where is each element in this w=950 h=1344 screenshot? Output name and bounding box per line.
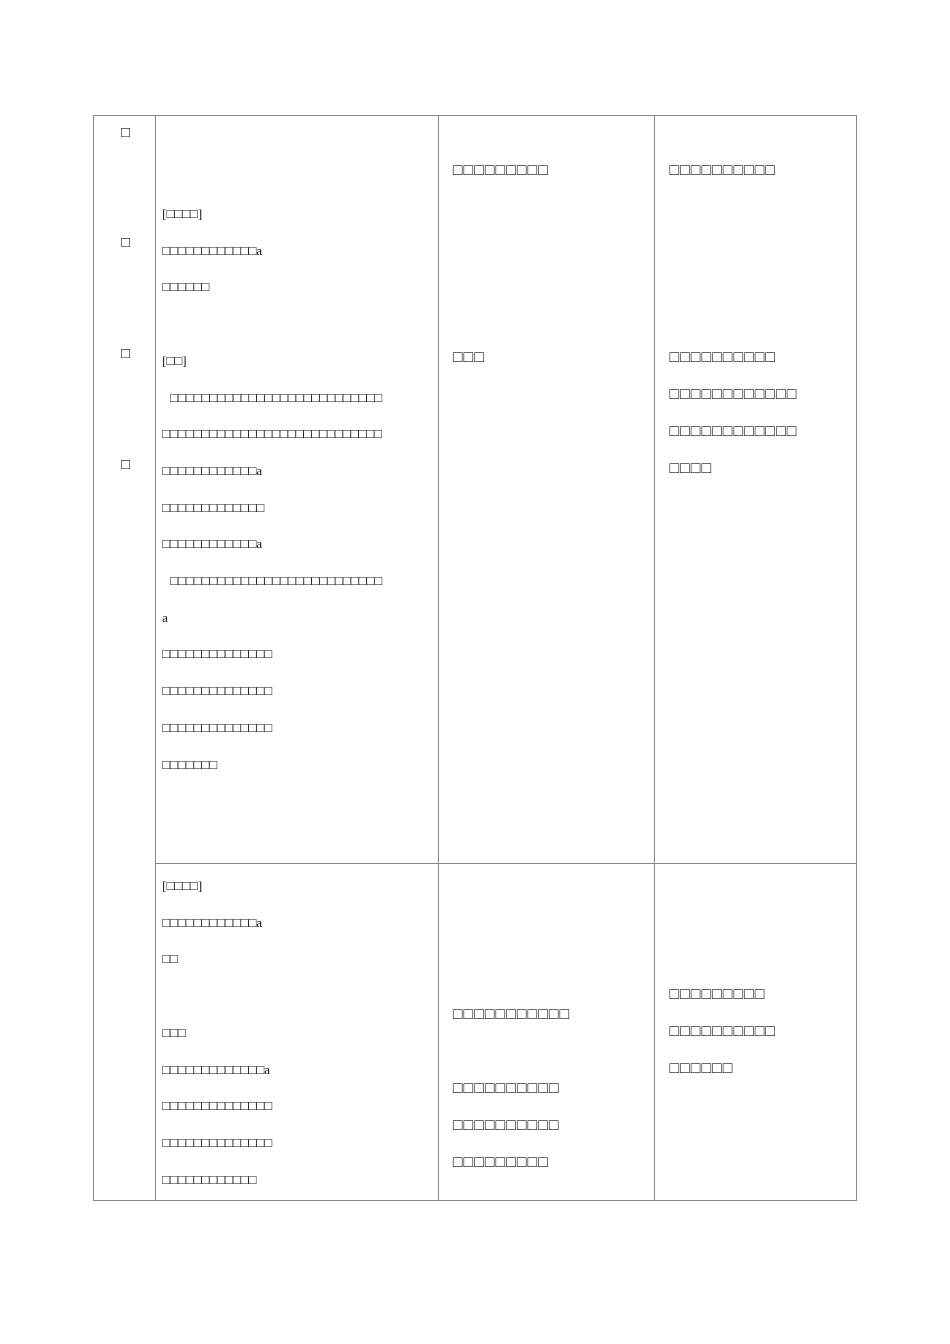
intent-cell bbox=[655, 864, 857, 1201]
intent-line: □□□□□□□□□□ bbox=[669, 349, 777, 366]
content-cell bbox=[156, 864, 439, 1201]
content-line: □□□□□□□□□□□□□□ bbox=[162, 683, 273, 699]
content-line: a bbox=[162, 609, 168, 625]
content-line bbox=[162, 978, 272, 1015]
content-line: □□□□□□□□□□□□□□ bbox=[162, 1134, 273, 1150]
content-line: □□□□□□□□□□□□a bbox=[162, 462, 263, 478]
content-line: [□□□□] bbox=[162, 206, 203, 221]
activity-text: □□□ bbox=[452, 349, 485, 366]
table-row bbox=[94, 864, 857, 1201]
section-label-char: □ bbox=[121, 346, 131, 362]
intent-text: □□□□□□□□□□ bbox=[669, 162, 777, 179]
intent-line: □□□□ bbox=[669, 460, 713, 477]
intent-text-block bbox=[669, 339, 797, 487]
content-line: □□□□□□□□□□□□□ bbox=[162, 499, 265, 515]
content-line: □□□□□□□□□□□□□□ bbox=[162, 719, 273, 735]
content-line: □□□□□□□□□□□□a bbox=[162, 914, 263, 930]
content-line bbox=[162, 306, 382, 343]
activity-text: □□□□□□□□□ bbox=[452, 162, 549, 179]
intent-line: □□□□□□ bbox=[669, 1060, 734, 1077]
content-line: [□□□□] bbox=[162, 878, 203, 893]
intent-cell bbox=[655, 116, 857, 864]
content-line: □□□ bbox=[162, 1024, 186, 1040]
content-line: □□□□□□□□□□□□□□□□□□□□□□□□□□□ bbox=[170, 573, 383, 589]
content-line: □□□□□□□□□□□□□□ bbox=[162, 646, 273, 662]
section-label-char: □ bbox=[121, 125, 131, 141]
activity-line: □□□□□□□□□□ bbox=[452, 1080, 560, 1097]
activity-line: □□□□□□□□□□ bbox=[452, 1117, 560, 1134]
content-line: □□□□□□□□□□□□a bbox=[162, 536, 263, 552]
activity-text-block bbox=[453, 996, 570, 1181]
intent-line: □□□□□□□□□□ bbox=[669, 1023, 777, 1040]
lesson-table bbox=[93, 115, 857, 1201]
content-line: □□□□□□ bbox=[162, 279, 210, 295]
table-row bbox=[94, 116, 857, 864]
content-line: □□□□□□□□□□□□□a bbox=[162, 1061, 271, 1077]
content-line: □□□□□□□ bbox=[162, 756, 218, 772]
activity-cell bbox=[438, 864, 655, 1201]
content-line: □□□□□□□□□□□□ bbox=[162, 1171, 257, 1187]
content-line: □□□□□□□□□□□□a bbox=[162, 242, 263, 258]
content-line: [□□] bbox=[162, 352, 187, 368]
intent-line: □□□□□□□□□ bbox=[669, 986, 766, 1003]
content-cell bbox=[156, 116, 439, 864]
intent-text-block bbox=[669, 976, 776, 1087]
content-line: □□□□□□□□□□□□□□ bbox=[162, 1098, 273, 1114]
intent-line: □□□□□□□□□□□□ bbox=[669, 386, 798, 403]
section-label-cell bbox=[94, 116, 156, 1201]
activity-line bbox=[453, 1033, 570, 1070]
content-line: □□□□□□□□□□□□□□□□□□□□□□□□□□□ bbox=[170, 389, 383, 405]
intent-line: □□□□□□□□□□□□ bbox=[669, 423, 798, 440]
section-label-char: □ bbox=[121, 235, 131, 251]
activity-line: □□□□□□□□□□□ bbox=[452, 1006, 571, 1023]
section-label-char: □ bbox=[121, 457, 131, 473]
activity-line: □□□□□□□□□ bbox=[452, 1154, 549, 1171]
activity-cell bbox=[438, 116, 655, 864]
content-line: □□ bbox=[162, 951, 178, 967]
content-line: □□□□□□□□□□□□□□□□□□□□□□□□□□□□ bbox=[162, 426, 383, 442]
